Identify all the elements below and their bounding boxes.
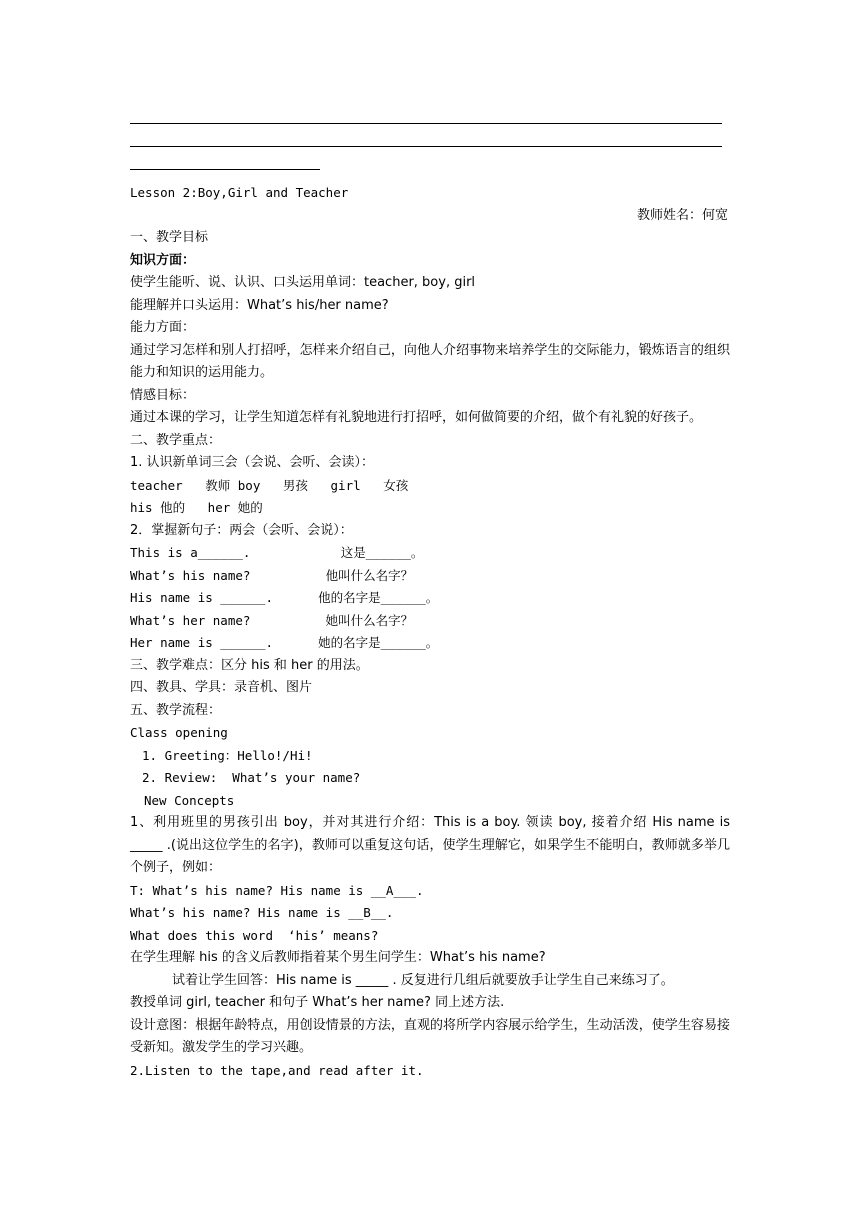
text-line: 情感目标： bbox=[130, 387, 196, 403]
document-body bbox=[130, 227, 730, 1082]
lesson-title: Lesson 2:Boy,Girl and Teacher bbox=[130, 185, 349, 200]
text-line: What’s her name? 她叫什么名字？ bbox=[130, 612, 414, 628]
text-line: 设计意图：根据年龄特点，用创设情景的方法，直观的将所学内容展示给学生，生动活泼，使学生容易接受新知。激发学生的学习兴趣。 bbox=[130, 1017, 730, 1055]
text-line: 在学生理解 his 的含义后教师指着某个男生问学生：What’s his name? bbox=[130, 950, 546, 965]
text-line: 能力方面： bbox=[130, 320, 196, 335]
text-line: 四、教具、学具：录音机、图片 bbox=[130, 680, 313, 695]
text-line: 试着让学生回答：His name is _____ . 反复进行几组后就要放手让学生自己来练习了。 bbox=[172, 972, 674, 988]
text-line: T: What’s his name? His name is __A___. bbox=[130, 882, 424, 898]
document-page bbox=[130, 112, 730, 1082]
text-line: 一、教学目标 bbox=[130, 230, 209, 245]
text-line: 使学生能听、说、认识、口头运用单词：teacher, boy, girl bbox=[130, 275, 476, 290]
text-line: 2．掌握新句子：两会（会听、会说）： bbox=[130, 522, 353, 538]
header-rule-3 bbox=[130, 169, 320, 170]
header-rule-1 bbox=[130, 123, 722, 124]
text-line: What does this word ‘his’ means? bbox=[130, 927, 379, 943]
text-line: Class opening bbox=[130, 725, 228, 740]
text-line: 二、教学重点： bbox=[130, 432, 222, 448]
header-rule-2 bbox=[130, 146, 722, 147]
text-line: 2.Listen to the tape,and read after it. bbox=[130, 1062, 424, 1078]
text-line: 1. 认识新单词三会（会说、会听、会读）： bbox=[130, 455, 375, 470]
text-line: 五、教学流程： bbox=[130, 702, 222, 718]
text-line: 教授单词 girl, teacher 和句子 What’s her name? 同上述方法. bbox=[130, 995, 505, 1010]
text-line: Her name is ______. 她的名字是______。 bbox=[130, 635, 439, 650]
text-line: 能理解并口头运用：What’s his/her name? bbox=[130, 297, 389, 313]
text-line: 1、利用班里的男孩引出 boy，并对其进行介绍：This is a boy. 领读 boy, 接着介绍 His name is _____ .(说出这位学生的名字)，教师可以重复这句话，使学生理解它，如果学生不能明白，教师就多举几个例子，例如： bbox=[130, 815, 730, 875]
text-line: teacher 教师 boy 男孩 girl 女孩 bbox=[130, 477, 409, 493]
text-line: 2. Review: What’s your name? bbox=[142, 770, 361, 785]
text-line: What’s his name? 他叫什么名字？ bbox=[130, 567, 414, 583]
teacher-name: 教师姓名：何宽 bbox=[636, 207, 728, 223]
text-line: 知识方面： bbox=[130, 252, 196, 268]
text-line: 三、教学难点：区分 his 和 her 的用法。 bbox=[130, 657, 369, 673]
text-line: This is a______. 这是______。 bbox=[130, 545, 424, 560]
text-line: his 他的 her 她的 bbox=[130, 500, 263, 515]
text-line: 1. Greeting：Hello!/Hi! bbox=[142, 747, 313, 763]
text-line: What’s his name? His name is __B__. bbox=[130, 905, 394, 920]
text-line: 通过本课的学习，让学生知道怎样有礼貌地进行打招呼，如何做简要的介绍，做个有礼貌的好孩子。 bbox=[130, 410, 703, 425]
text-line: 通过学习怎样和别人打招呼，怎样来介绍自己，向他人介绍事物来培养学生的交际能力，锻炼语言的组织能力和知识的运用能力。 bbox=[130, 342, 730, 380]
text-line: New Concepts bbox=[144, 792, 235, 808]
text-line: His name is ______. 他的名字是______。 bbox=[130, 590, 439, 605]
